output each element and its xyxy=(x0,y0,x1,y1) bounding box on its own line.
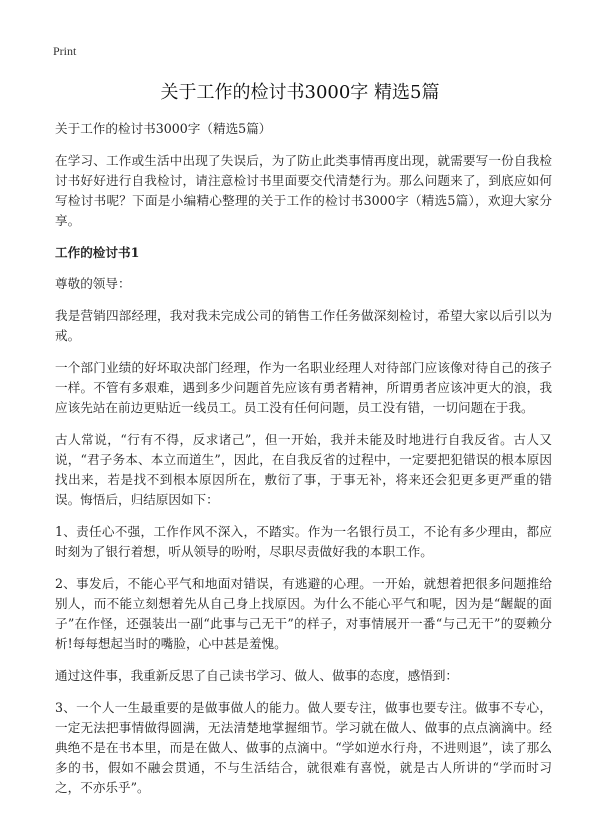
paragraph: 古人常说，“行有不得，反求诸己”，但一开始，我并未能及时地进行自我反省。古人又说，“君子务本、本立而道生”，因此，在自我反省的过程中，一定要把犯错误的根本原因找出来，若是找不到根本原因所在，敷衍了事，于事无补，将来还会犯更多更严重的错误。悔悟后，归结原因如下： xyxy=(55,432,552,507)
page-title: 关于工作的检讨书3000字 精选5篇 xyxy=(160,82,440,103)
section-heading: 工作的检讨书1 xyxy=(55,245,140,260)
paragraph: 通过这件事，我重新反思了自己读书学习、做人、做事的态度，感悟到： xyxy=(55,668,458,683)
article-subtitle: 关于工作的检讨书3000字（精选5篇） xyxy=(55,121,272,136)
list-item: 3、一个人一生最重要的是做事做人的能力。做人要专注，做事也要专注。做事不专心，一定无法把事情做得圆满，无法清楚地掌握细节。学习就在做人、做事的点点滴滴中。经典绝不是在书本里，而是在做人、做事的点滴中。“学如逆水行舟，不进则退”，读了那么多的书，假如不融会贯通，不与生活结合，就很难有喜悦，就是古人所讲的“学而时习之，不亦乐乎”。 xyxy=(55,700,552,795)
print-link[interactable]: Print xyxy=(53,44,77,58)
article-body xyxy=(55,119,552,810)
paragraph: 一个部门业绩的好坏取决部门经理，作为一名职业经理人对待部门应该像对待自己的孩子一样。不管有多艰难，遇到多少问题首先应该有勇者精神，所谓勇者应该冲更大的浪，我应该先站在前边更贴近一线员工。员工没有任何问题，员工没有错，一切问题在于我。 xyxy=(55,360,552,415)
paragraph: 我是营销四部经理，我对我未完成公司的销售工作任务做深刻检讨，希望大家以后引以为戒。 xyxy=(55,308,552,343)
intro-paragraph: 在学习、工作或生活中出现了失误后，为了防止此类事情再度出现，就需要写一份自我检讨书好好进行自我检讨，请注意检讨书里面要交代清楚行为。那么问题来了，到底应如何写检讨书呢？下面是小编精心整理的关于工作的检讨书3000字（精选5篇），欢迎大家分享。 xyxy=(55,153,552,228)
list-item: 2、事发后，不能心平气和地面对错误，有逃避的心理。一开始，就想着把很多问题推给别人，而不能立刻想着先从自己身上找原因。为什么不能心平气和呢，因为是“龌龊的面子”在作怪，还强装出一副“此事与己无干”的样子，对事情展开一番“与己无干”的耍赖分析!每每想起当时的嘴脸，心中甚是羞愧。 xyxy=(55,576,552,651)
list-item: 1、责任心不强，工作作风不深入，不踏实。作为一名银行员工，不论有多少理由，都应时刻为了银行着想，听从领导的吩咐，尽职尽责做好我的本职工作。 xyxy=(55,524,552,559)
salutation: 尊敬的领导： xyxy=(55,276,131,291)
